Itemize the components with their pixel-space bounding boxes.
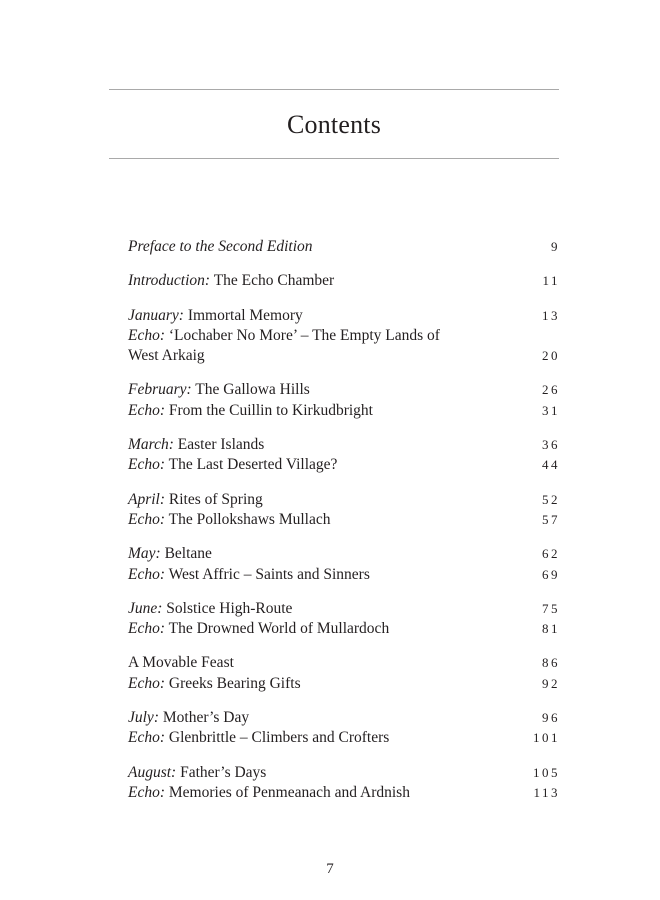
toc-entry-page: 20 <box>542 348 560 364</box>
toc-entry-title <box>128 346 205 366</box>
toc-entry-page: 92 <box>542 675 560 691</box>
toc-entry-lead: August: <box>128 763 177 781</box>
toc-group <box>128 599 558 640</box>
toc-entry-lead: April: <box>128 490 166 508</box>
toc-entry-title <box>128 435 264 455</box>
toc-entry[interactable] <box>128 544 558 564</box>
page-number: 7 <box>326 861 334 877</box>
toc-entry-lead: Echo: <box>128 401 166 419</box>
toc-entry[interactable] <box>128 674 558 694</box>
toc-entry[interactable] <box>128 565 558 585</box>
title-rule-bottom <box>109 158 559 159</box>
toc-entry[interactable] <box>128 708 558 728</box>
toc-entry-lead: May: <box>128 545 161 563</box>
toc-entry-lead: Echo: <box>128 620 166 638</box>
toc-entry-text: Father’s Days <box>176 763 267 781</box>
toc-entry[interactable] <box>128 490 558 510</box>
toc-entry-title <box>128 380 310 400</box>
toc-entry[interactable] <box>128 728 558 748</box>
toc-entry-lead: Echo: <box>128 456 166 474</box>
toc-entry-text: ‘Lochaber No More’ – The Empty Lands of <box>165 326 440 344</box>
table-of-contents <box>128 237 558 817</box>
toc-entry-title <box>128 619 389 639</box>
toc-entry-title <box>128 455 337 475</box>
toc-entry-lead: July: <box>128 709 159 727</box>
toc-entry-title <box>128 763 266 783</box>
toc-entry-text: Immortal Memory <box>183 306 303 324</box>
toc-entry[interactable] <box>128 401 558 421</box>
toc-entry-page: 9 <box>551 239 560 254</box>
toc-entry[interactable] <box>128 455 558 475</box>
toc-entry[interactable] <box>128 271 558 291</box>
toc-entry-text: Mother’s Day <box>158 709 250 727</box>
toc-group <box>128 653 558 694</box>
page-title: Contents <box>286 110 382 139</box>
toc-entry-lead: Echo: <box>128 729 166 747</box>
toc-entry-page: 75 <box>542 600 560 616</box>
toc-entry-lead: Echo: <box>128 510 166 528</box>
toc-entry-page: 52 <box>542 491 560 507</box>
toc-entry-page: 69 <box>542 566 560 582</box>
toc-entry-lead: Echo: <box>128 783 166 801</box>
toc-entry-title <box>128 674 301 694</box>
toc-entry-text: Solstice High-Route <box>162 599 293 617</box>
toc-entry-lead: Echo: <box>128 326 166 344</box>
toc-entry-title <box>128 490 263 510</box>
toc-entry-text: Memories of Penmeanach and Ardnish <box>165 783 410 801</box>
toc-entry[interactable] <box>128 653 558 673</box>
toc-entry-page: 13 <box>542 307 560 323</box>
toc-entry[interactable] <box>128 763 558 783</box>
toc-entry-page: 101 <box>533 730 560 746</box>
toc-entry-page: 96 <box>542 710 560 726</box>
toc-entry[interactable] <box>128 783 558 803</box>
toc-entry-lead: Preface to the Second Edition <box>128 238 313 255</box>
toc-entry-title <box>128 326 440 346</box>
toc-entry-text: Rites of Spring <box>165 490 263 508</box>
toc-entry-text: The Gallowa Hills <box>191 381 310 399</box>
toc-entry-title <box>128 544 212 564</box>
toc-entry[interactable] <box>128 380 558 400</box>
toc-entry-text: The Drowned World of Mullardoch <box>165 620 390 638</box>
toc-entry-lead: June: <box>128 599 163 617</box>
toc-entry[interactable] <box>128 510 558 530</box>
toc-entry-text: Easter Islands <box>173 436 265 454</box>
toc-entry-lead: January: <box>128 306 184 324</box>
toc-group <box>128 380 558 421</box>
toc-entry[interactable] <box>128 346 558 366</box>
toc-entry-title <box>128 306 303 326</box>
toc-group <box>128 237 558 257</box>
toc-entry-page: 36 <box>542 437 560 453</box>
toc-entry-page: 105 <box>533 764 560 780</box>
toc-entry-text: A Movable Feast <box>128 654 234 672</box>
toc-entry-title <box>128 728 389 748</box>
toc-entry-text: The Echo Chamber <box>210 272 335 290</box>
toc-entry-text: Greeks Bearing Gifts <box>165 674 301 692</box>
toc-entry-text: Glenbrittle – Climbers and Crofters <box>165 729 390 747</box>
toc-entry-page: 11 <box>542 273 560 289</box>
toc-group <box>128 763 558 804</box>
toc-entry[interactable] <box>128 619 558 639</box>
toc-entry-title <box>128 565 370 585</box>
toc-entry[interactable] <box>128 599 558 619</box>
toc-entry-text: Beltane <box>160 545 212 563</box>
toc-entry[interactable] <box>128 306 558 326</box>
toc-group <box>128 708 558 749</box>
toc-group <box>128 271 558 291</box>
toc-entry-title <box>128 510 330 530</box>
toc-entry-page: 57 <box>542 511 560 527</box>
toc-entry-title <box>128 271 334 291</box>
toc-entry-title <box>128 599 292 619</box>
toc-entry-text: From the Cuillin to Kirkudbright <box>165 401 373 419</box>
toc-entry[interactable] <box>128 237 558 257</box>
toc-entry-page: 62 <box>542 546 560 562</box>
toc-entry-title <box>128 708 249 728</box>
toc-group <box>128 544 558 585</box>
toc-entry[interactable] <box>128 326 558 346</box>
toc-entry-lead: February: <box>128 381 192 399</box>
toc-entry-page: 44 <box>542 457 560 473</box>
toc-group <box>128 435 558 476</box>
toc-entry-text: The Pollokshaws Mullach <box>165 510 331 528</box>
toc-entry[interactable] <box>128 435 558 455</box>
toc-entry-lead: Echo: <box>128 565 166 583</box>
toc-group <box>128 490 558 531</box>
toc-group <box>128 306 558 367</box>
toc-entry-lead: Echo: <box>128 674 166 692</box>
toc-entry-text: The Last Deserted Village? <box>165 456 338 474</box>
toc-entry-title <box>128 653 234 673</box>
toc-entry-page: 26 <box>542 382 560 398</box>
toc-entry-text: West Affric – Saints and Sinners <box>165 565 370 583</box>
toc-entry-title <box>128 237 313 257</box>
toc-entry-page: 31 <box>542 402 560 418</box>
toc-entry-lead: Introduction: <box>128 272 211 290</box>
toc-entry-page: 86 <box>542 655 560 671</box>
toc-entry-text: West Arkaig <box>128 347 205 365</box>
toc-entry-page: 81 <box>542 621 560 637</box>
toc-entry-title <box>128 783 410 803</box>
toc-entry-lead: March: <box>128 436 174 454</box>
toc-entry-page: 113 <box>533 784 560 800</box>
toc-entry-title <box>128 401 373 421</box>
title-rule-top <box>109 89 559 90</box>
